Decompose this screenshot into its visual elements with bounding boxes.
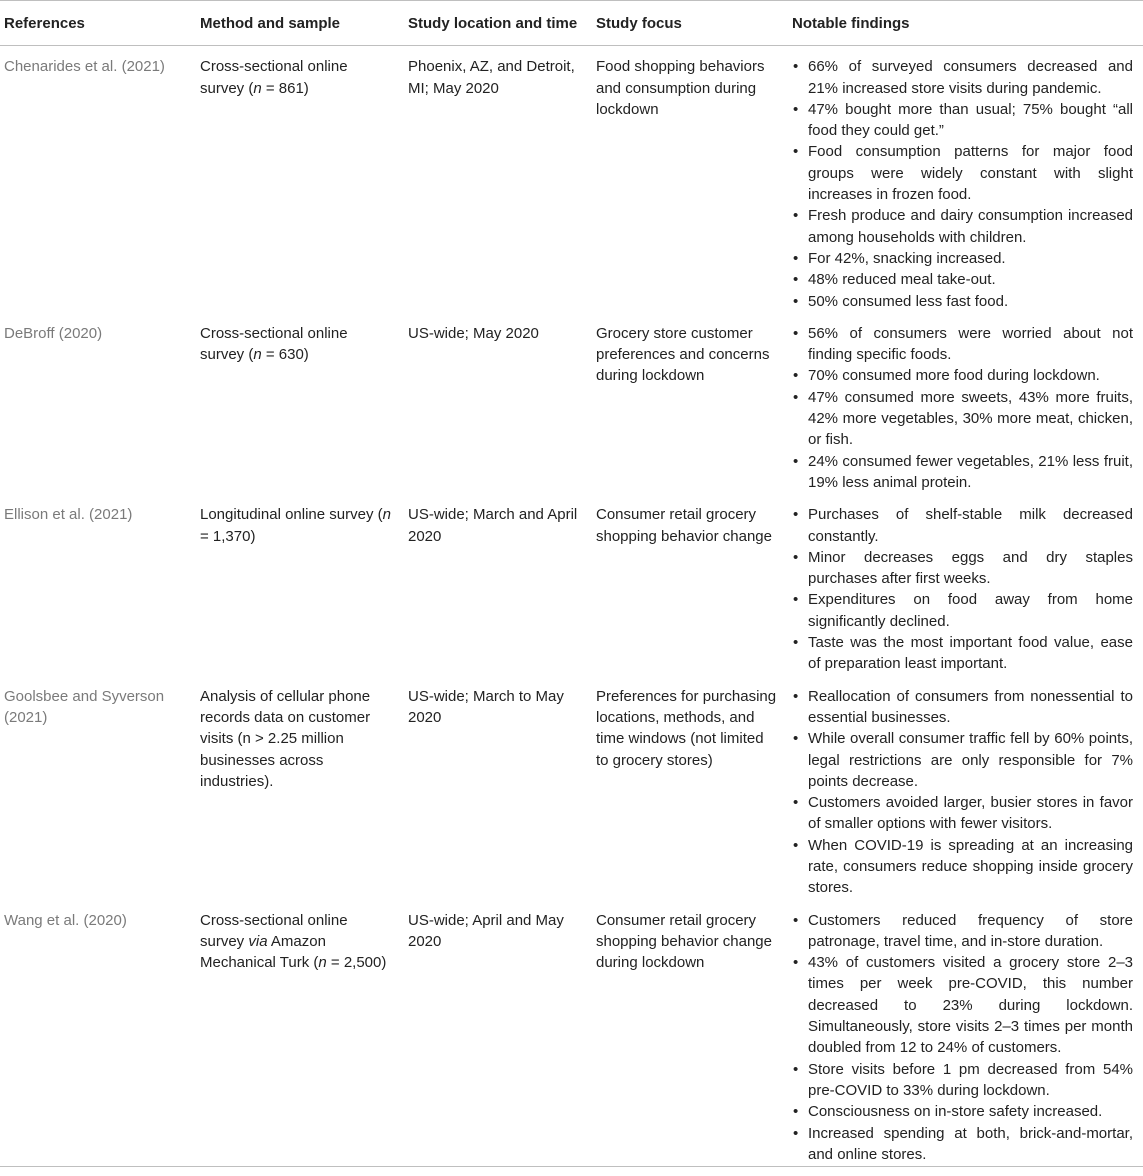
method-text: Cross-sectional online survey (	[200, 324, 348, 364]
method-text: = 861)	[261, 79, 309, 97]
finding-item: • Consciousness on in-store safety increased.	[792, 1101, 1133, 1122]
method-text: Cross-sectional online survey	[200, 911, 348, 950]
finding-item: • Purchases of shelf-stable milk decreased constantly.	[792, 504, 1133, 547]
findings-list	[792, 56, 1133, 312]
finding-item: • 50% consumed less fast food.	[792, 291, 1133, 312]
table-row	[0, 46, 1143, 313]
method-text: = 630)	[261, 346, 309, 364]
findings-cell	[788, 313, 1143, 494]
header-references: References	[4, 15, 85, 32]
findings-list	[792, 323, 1133, 493]
location-cell: US-wide; March to May 2020	[408, 687, 564, 726]
focus-cell: Grocery store customer preferences and concerns during lockdown	[596, 324, 770, 385]
table-row	[0, 494, 1143, 675]
finding-item: • Increased spending at both, brick-and-mortar, and online stores.	[792, 1123, 1133, 1166]
focus-cell: Consumer retail grocery shopping behavior change	[596, 506, 772, 545]
finding-item: • Reallocation of consumers from nonessential to essential businesses.	[792, 686, 1133, 729]
method-italic: n	[253, 79, 262, 97]
method-text: Analysis of cellular phone records data on customer visits (n > 2.25 million businesses across industries).	[200, 687, 371, 790]
findings-cell	[788, 46, 1143, 313]
location-cell: US-wide; May 2020	[408, 324, 539, 342]
header-method: Method and sample	[200, 15, 341, 32]
table-body	[0, 46, 1143, 1167]
method-cell	[196, 46, 404, 313]
reference-cell: DeBroff (2020)	[4, 324, 103, 342]
location-cell: Phoenix, AZ, and Detroit, MI; May 2020	[408, 58, 575, 97]
header-findings: Notable findings	[792, 15, 910, 32]
method-text: = 2,500)	[326, 954, 387, 972]
findings-list	[792, 504, 1133, 674]
focus-cell: Food shopping behaviors and consumption during lockdown	[596, 58, 765, 118]
findings-list	[792, 910, 1133, 1166]
finding-item: • Expenditures on food away from home significantly declined.	[792, 589, 1133, 632]
method-cell	[196, 494, 404, 675]
finding-item: • 43% of customers visited a grocery store 2–3 times per week pre-COVID, this number decreased to 23% during lockdown. Simultaneously, store visits 2–3 times per month doubled from 12 to 24% of customers.	[792, 952, 1133, 1058]
findings-cell	[788, 676, 1143, 900]
reference-cell: Wang et al. (2020)	[4, 911, 127, 929]
method-italic: n	[318, 954, 327, 972]
header-focus: Study focus	[596, 15, 682, 32]
table-row	[0, 313, 1143, 494]
finding-item: • Store visits before 1 pm decreased from 54% pre-COVID to 33% during lockdown.	[792, 1059, 1133, 1102]
finding-item: • Fresh produce and dairy consumption increased among households with children.	[792, 205, 1133, 248]
method-text: Longitudinal online survey (	[200, 506, 383, 524]
finding-item: • Customers reduced frequency of store patronage, travel time, and in-store duration.	[792, 910, 1133, 953]
reference-cell: Ellison et al. (2021)	[4, 506, 133, 524]
finding-item: • 47% bought more than usual; 75% bought “all food they could get.”	[792, 99, 1133, 142]
method-cell	[196, 900, 404, 1167]
method-cell	[196, 313, 404, 494]
table-header	[0, 1, 1143, 46]
finding-item: • Customers avoided larger, busier stores in favor of smaller options with fewer visitors.	[792, 792, 1133, 835]
findings-cell	[788, 494, 1143, 675]
findings-list	[792, 686, 1133, 899]
location-cell: US-wide; March and April 2020	[408, 506, 578, 545]
findings-cell	[788, 900, 1143, 1167]
finding-item: • 66% of surveyed consumers decreased and 21% increased store visits during pandemic.	[792, 56, 1133, 99]
header-location: Study location and time	[408, 15, 578, 32]
location-cell: US-wide; April and May 2020	[408, 911, 564, 950]
focus-cell: Preferences for purchasing locations, methods, and time windows (not limited to grocery stores)	[596, 687, 777, 769]
finding-item: • Minor decreases eggs and dry staples purchases after first weeks.	[792, 547, 1133, 590]
finding-item: • 24% consumed fewer vegetables, 21% less fruit, 19% less animal protein.	[792, 451, 1133, 494]
finding-item: • While overall consumer traffic fell by 60% points, legal restrictions are only responsible for 7% points decrease.	[792, 728, 1133, 792]
method-italic: via	[248, 932, 268, 950]
finding-item: • For 42%, snacking increased.	[792, 248, 1133, 269]
method-text: Amazon Mechanical Turk (	[200, 932, 326, 972]
method-text: Cross-sectional online survey (	[200, 58, 348, 97]
finding-item: • 70% consumed more food during lockdown.	[792, 365, 1133, 386]
reference-cell: Goolsbee and Syverson (2021)	[4, 687, 165, 726]
reference-cell: Chenarides et al. (2021)	[4, 58, 165, 76]
method-text: = 1,370)	[200, 527, 256, 545]
method-italic: n	[382, 506, 391, 524]
table-row	[0, 900, 1143, 1167]
finding-item: • Taste was the most important food value, ease of preparation least important.	[792, 632, 1133, 675]
finding-item: • 47% consumed more sweets, 43% more fruits, 42% more vegetables, 30% more meat, chicken, or fish.	[792, 387, 1133, 451]
finding-item: • 56% of consumers were worried about not finding specific foods.	[792, 323, 1133, 366]
finding-item: • Food consumption patterns for major food groups were widely constant with slight increases in frozen food.	[792, 141, 1133, 205]
header-row	[0, 1, 1143, 46]
table-row	[0, 676, 1143, 900]
focus-cell: Consumer retail grocery shopping behavior change during lockdown	[596, 911, 772, 972]
method-italic: n	[253, 346, 262, 364]
finding-item: • 48% reduced meal take-out.	[792, 269, 1133, 290]
method-cell	[196, 676, 404, 900]
finding-item: • When COVID-19 is spreading at an increasing rate, consumers reduce shopping inside grocery stores.	[792, 835, 1133, 899]
